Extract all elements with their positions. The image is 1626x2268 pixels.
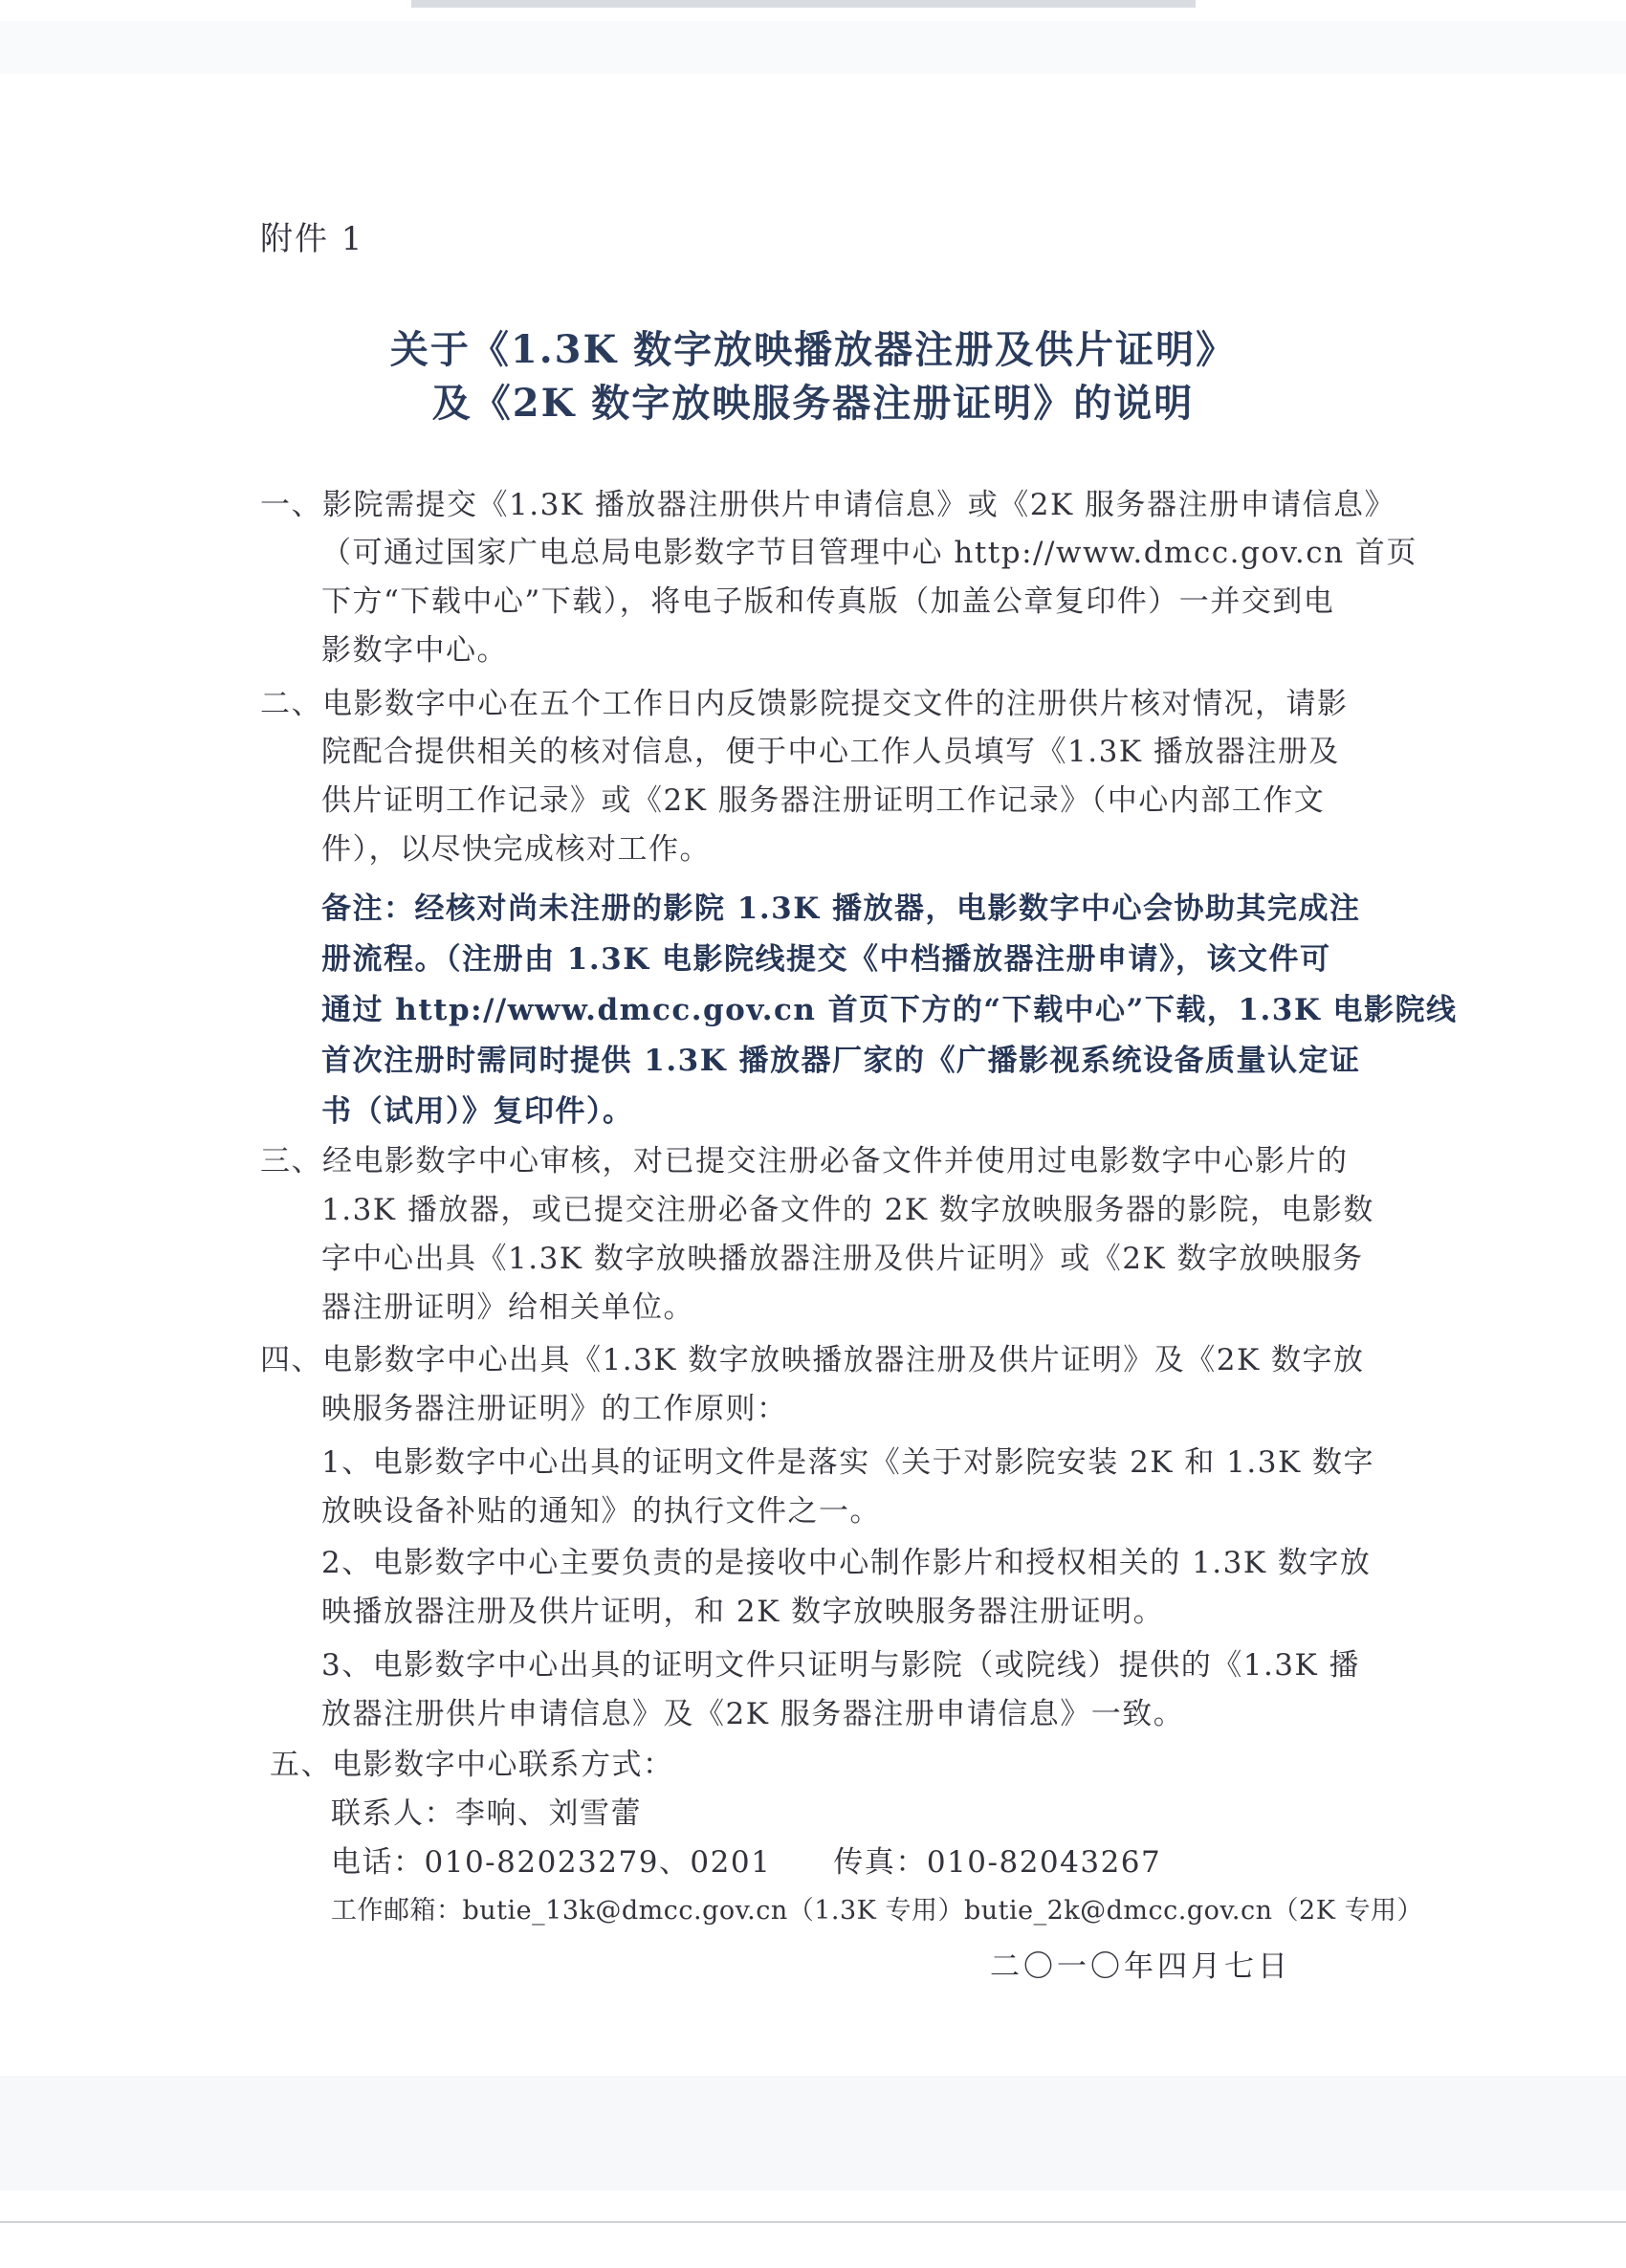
body-line: 映服务器注册证明》的工作原则： (321, 1392, 788, 1426)
body-line: 映播放器注册及供片证明，和 2K 数字放映服务器注册证明。 (321, 1595, 1165, 1629)
attachment-label: 附件 1 (260, 220, 364, 258)
contact-email: 工作邮箱：butie_13k@dmcc.gov.cn（1.3K 专用）butie_2k@dmcc.gov.cn（2K 专用） (331, 1896, 1423, 1926)
note-line: 册流程。（注册由 1.3K 电影院线提交《中档播放器注册申请》，该文件可 (321, 942, 1331, 977)
body-line: 放器注册供片申请信息》及《2K 服务器注册申请信息》一致。 (321, 1697, 1185, 1731)
body-line: 二、电影数字中心在五个工作日内反馈影院提交文件的注册供片核对情况，请影 (260, 687, 1349, 721)
title-line-1: 关于《1.3K 数字放映播放器注册及供片证明》 (389, 327, 1237, 372)
body-line: 供片证明工作记录》或《2K 服务器注册证明工作记录》（中心内部工作文 (321, 783, 1326, 818)
document-date: 二〇一〇年四月七日 (990, 1949, 1291, 1984)
contact-person: 联系人：李响、刘雪蕾 (331, 1796, 642, 1831)
body-line: 2、电影数字中心主要负责的是接收中心制作影片和授权相关的 1.3K 数字放 (321, 1546, 1372, 1580)
body-line: 字中心出具《1.3K 数字放映播放器注册及供片证明》或《2K 数字放映服务 (321, 1242, 1364, 1276)
note-line: 首次注册时需同时提供 1.3K 播放器厂家的《广播影视系统设备质量认定证 (321, 1044, 1361, 1078)
body-line: 五、电影数字中心联系方式： (270, 1748, 674, 1782)
body-line: 3、电影数字中心出具的证明文件只证明与影院（或院线）提供的《1.3K 播 (321, 1648, 1361, 1683)
body-line: 影数字中心。 (321, 633, 508, 668)
note-line: 书（试用）》复印件）。 (321, 1094, 634, 1129)
body-line: 1、电影数字中心出具的证明文件是落实《关于对影院安装 2K 和 1.3K 数字 (321, 1445, 1374, 1480)
title-line-2: 及《2K 数字放映服务器注册证明》的说明 (431, 381, 1195, 426)
body-line: 器注册证明》给相关单位。 (321, 1290, 694, 1325)
body-line: 件），以尽快完成核对工作。 (321, 832, 711, 867)
contact-phone: 电话：010-82023279、0201 传真：010-82043267 (331, 1845, 1162, 1880)
body-line: 下方“下载中心”下载），将电子版和传真版（加盖公章复印件）一并交到电 (321, 584, 1335, 619)
body-line: （可通过国家广电总局电影数字节目管理中心 http://www.dmcc.gov.cn 首页 (321, 536, 1417, 570)
body-line: 一、影院需提交《1.3K 播放器注册供片申请信息》或《2K 服务器注册申请信息》 (260, 488, 1396, 522)
body-line: 院配合提供相关的核对信息，便于中心工作人员填写《1.3K 播放器注册及 (321, 735, 1340, 769)
note-line: 备注：经核对尚未注册的影院 1.3K 播放器，电影数字中心会协助其完成注 (321, 892, 1361, 926)
note-line: 通过 http://www.dmcc.gov.cn 首页下方的“下载中心”下载，1.3K 电影院线 (321, 993, 1458, 1027)
body-line: 放映设备补贴的通知》的执行文件之一。 (321, 1494, 881, 1529)
body-line: 1.3K 播放器，或已提交注册必备文件的 2K 数字放映服务器的影院，电影数 (321, 1193, 1374, 1227)
body-line: 四、电影数字中心出具《1.3K 数字放映播放器注册及供片证明》及《2K 数字放 (260, 1343, 1365, 1377)
body-line: 三、经电影数字中心审核，对已提交注册必备文件并使用过电影数字中心影片的 (260, 1144, 1349, 1178)
